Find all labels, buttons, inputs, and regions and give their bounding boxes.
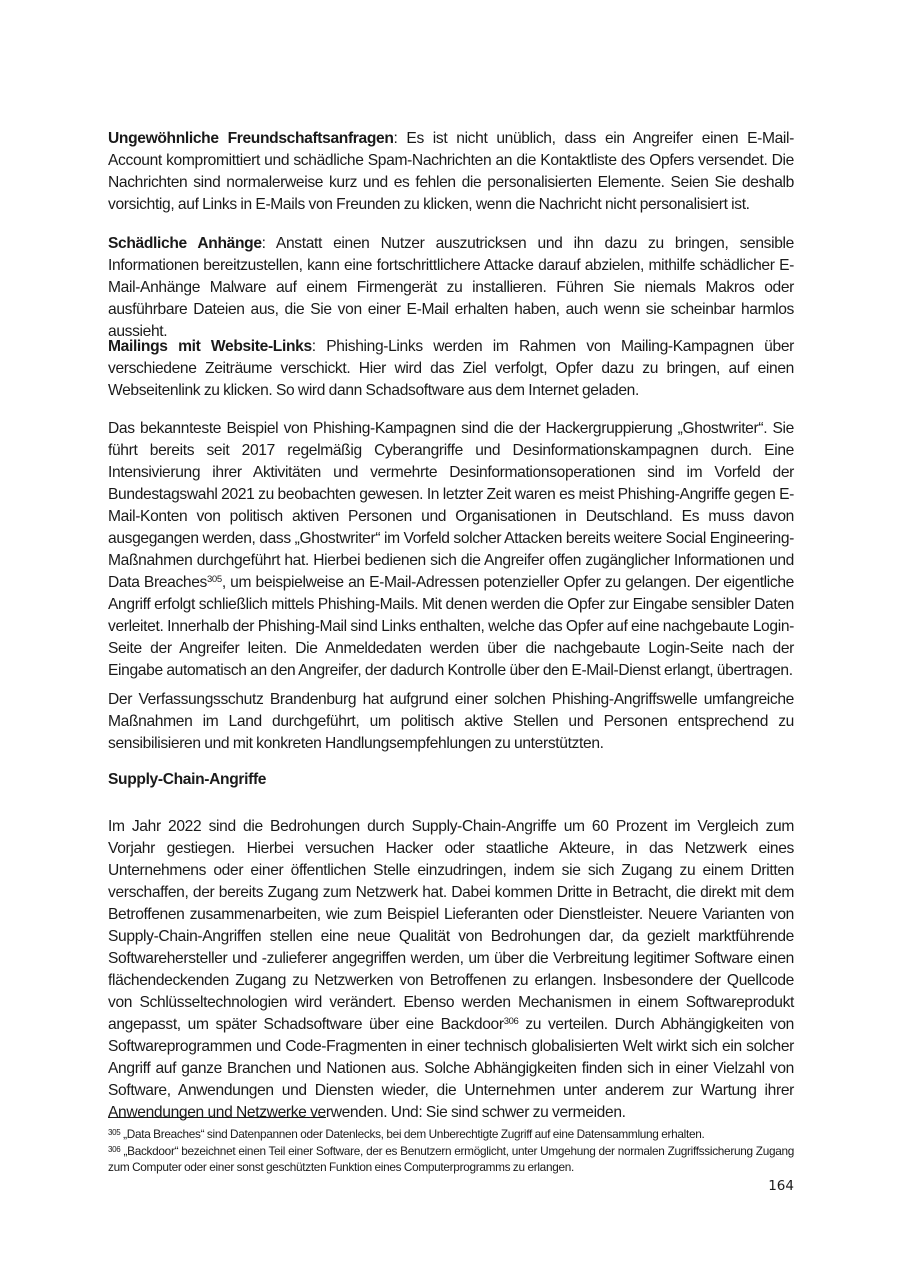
paragraph-unusual-friend-requests [108,128,794,216]
paragraph-ghostwriter [108,418,794,682]
paragraph-harmful-attachments [108,233,794,343]
footnote-ref-305[interactable]: 305 [207,574,222,585]
paragraph-text: : Es ist nicht unüblich, dass ein Angreifer einen E-Mail-Account kompromittiert und schädliche Spam-Nachrichten an die Kontaktliste des Opfers versendet. Die Nachrichten sind normalerweise kurz und es fehlen die personalisierten Elemente. Seien Sie deshalb vorsichtig, auf Links in E-Mails von Freunden zu klicken, wenn die Nachricht nicht personalisiert ist. [108,130,794,213]
paragraph-text: Das bekannteste Beispiel von Phishing-Kampagnen sind die der Hackergruppierung „Ghostwriter“. Sie führt bereits seit 2017 regelmäßig Cyberangriffe und Desinformationskampagnen durch. Eine Intensivierung ihrer Aktivitäten und vermehrte Desinformationsoperationen sind im Vorfeld der Bundestagswahl 2021 zu beobachten gewesen. In letzter Zeit waren es meist Phishing-Angriffe gegen E-Mail-Konten von politisch aktiven Personen und Organisationen in Deutschland. Es muss davon ausgegangen werden, dass „Ghostwriter“ im Vorfeld solcher Attacken bereits weitere Social Engineering-Maßnahmen durchgeführt hat. Hierbei bedienen sich die Angreifer offen zugänglicher Informationen und Data Breaches [108,420,794,591]
paragraph-text: : Anstatt einen Nutzer auszutricksen und ihn dazu zu bringen, sensible Informationen bereitzustellen, kann eine fortschrittlichere Attacke darauf abzielen, mithilfe schädlicher E-Mail-Anhänge Malware auf einem Firmengerät zu installieren. Führen Sie niemals Makros oder ausführbare Dateien aus, die Sie von einer E-Mail erhalten haben, auch wenn sie scheinbar harmlos aussieht. [108,235,794,340]
footnote-305 [108,1126,794,1142]
term-mailings-website-links: Mailings mit Website-Links [108,338,312,355]
paragraph-text: , um beispielweise an E-Mail-Adressen potenzieller Opfer zu gelangen. Der eigentliche Angriff erfolgt schließlich mittels Phishing-Mails. Mit denen werden die Opfer zur Eingabe sensibler Daten verleitet. Innerhalb der Phishing-Mail sind Links enthalten, welche das Opfer auf eine nachgebaute Login-Seite der Angreifer leiten. Die Anmeldedaten werden über die nachgebaute Login-Seite nach der Eingabe automatisch an den Angreifer, der dadurch Kontrolle über den E-Mail-Dienst erlangt, übertragen. [108,574,795,679]
paragraph-text: zu verteilen. Durch Abhängigkeiten von Softwareprogrammen und Code-Fragmenten in einer technisch globalisierten Welt wirkt sich ein solcher Angriff auf ganze Branchen und Nationen aus. Solche Abhängigkeiten finden sich in einer Vielzahl von Software, Anwendungen und Diensten wieder, die Unternehmen unter anderem zur Wartung ihrer Anwendungen und Netzwerke verwenden. Und: Sie sind schwer zu vermeiden. [108,1016,794,1121]
paragraph-text: Im Jahr 2022 sind die Bedrohungen durch Supply-Chain-Angriffe um 60 Prozent im Vergleich zum Vorjahr gestiegen. Hierbei versuchen Hacker oder staatliche Akteure, in das Netzwerk eines Unternehmens oder einer öffentlichen Stelle einzudringen, indem sie sich Zugang zu einem Dritten verschaffen, der bereits Zugang zum Netzwerk hat. Dabei kommen Dritte in Betracht, die direkt mit dem Betroffenen zusammenarbeiten, wie zum Beispiel Lieferanten oder Dienstleister. Neuere Varianten von Supply-Chain-Angriffen stellen eine neue Qualität von Bedrohungen dar, da gezielt marktführende Softwarehersteller und -zulieferer angegriffen werden, um über die Verbreitung legitimer Software einen flächendeckenden Zugang zu Netzwerken von Betroffenen zu erlangen. Insbesondere der Quellcode von Schlüsseltechnologien wird verändert. Ebenso werden Mechanismen in einem Softwareprodukt angepasst, um später Schadsoftware über eine Backdoor [108,818,794,1033]
term-unusual-friend-requests: Ungewöhnliche Freundschaftsanfragen [108,130,394,147]
footnote-number: 306 [108,1145,121,1154]
footnote-divider [108,1117,326,1118]
paragraph-text: Der Verfassungsschutz Brandenburg hat aufgrund einer solchen Phishing-Angriffswelle umfangreiche Maßnahmen im Land durchgeführt, um politisch aktive Stellen und Personen entsprechend zu sensibilisieren und mit konkreten Handlungsempfehlungen zu unterstützten. [108,691,794,752]
section-heading-supply-chain: Supply-Chain-Angriffe [108,771,267,788]
footnote-text: „Data Breaches“ sind Datenpannen oder Datenlecks, bei dem Unberechtigte Zugriff auf eine Datensammlung erhalten. [120,1127,705,1141]
footnote-ref-306[interactable]: 306 [503,1016,519,1027]
footnote-306 [108,1143,794,1175]
paragraph-supply-chain [108,816,794,1124]
paragraph-text: : Phishing-Links werden im Rahmen von Mailing-Kampagnen über verschiedene Zeiträume verschickt. Hier wird das Ziel verfolgt, Opfer dazu zu bringen, auf einen Webseitenlink zu klicken. So wird dann Schadsoftware aus dem Internet geladen. [108,338,794,399]
term-harmful-attachments: Schädliche Anhänge [108,235,262,252]
paragraph-verfassungsschutz [108,689,794,755]
paragraph-mailings-website-links [108,336,794,402]
footnote-text: „Backdoor“ bezeichnet einen Teil einer Software, der es Benutzern ermöglicht, unter Umgehung der normalen Zugriffssicherung Zugang zum Computer oder einer sonst geschützten Funktion eines Computerprogramms zu erlangen. [108,1144,794,1174]
page-number: 164 [768,1178,794,1194]
footnote-number: 305 [108,1128,121,1137]
